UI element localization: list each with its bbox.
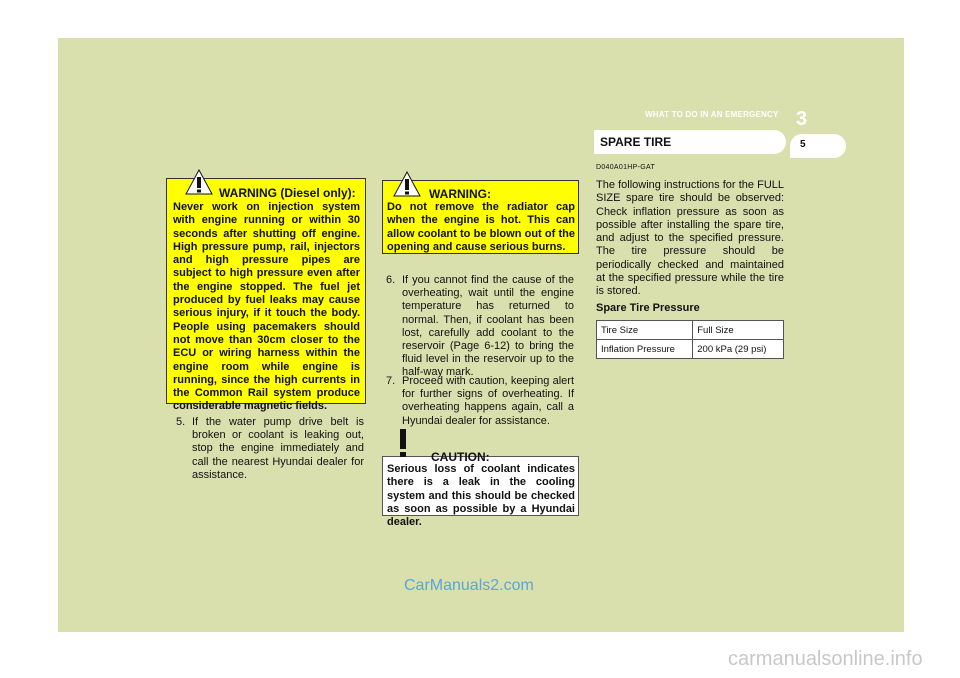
page-title-tab (594, 130, 786, 154)
page-title: SPARE TIRE (600, 135, 672, 149)
step-6-number: 6. (386, 274, 396, 286)
table-cell: Tire Size (597, 321, 693, 340)
table-cell: Full Size (693, 321, 784, 340)
spare-tire-pressure-heading: Spare Tire Pressure (596, 302, 700, 314)
caution-title: CAUTION: (431, 450, 490, 464)
warning-triangle-icon (185, 169, 213, 195)
step-5-text: If the water pump drive belt is broken or coolant is leaking out, stop the engine immediately and call the nearest Hyundai dealer for assistance. (192, 416, 364, 481)
exclamation-icon (393, 427, 413, 459)
spare-tire-instructions: The following instructions for the FULL SIZE spare tire should be observed: Check inflation pressure as soon as possible after installing the spare tire, and adjust to the specified pressure. The tire pressure should be periodically checked and maintained at the specified pressure while the tire is stored. (596, 179, 784, 298)
center-watermark: CarManuals2.com (404, 577, 534, 594)
section-title: WHAT TO DO IN AN EMERGENCY (645, 110, 779, 119)
table-row (597, 340, 784, 359)
caution-text: Serious loss of coolant indicates there is a leak in the cooling system and this should be checked as soon as possible by a Hyundai dealer. (387, 463, 575, 529)
table-cell: Inflation Pressure (597, 340, 693, 359)
diesel-warning-text: Never work on injection system with engine running or within 30 seconds after shutting off engine. High pressure pump, rail, injectors and high pressure pipes are subject to high pressure even after the engine stopped. The fuel jet produced by fuel leaks may cause serious injury, if it touch the body. People using pacemakers should not move than 30cm closer to the ECU or wiring harness within the engine room while engine is running, since the high currents in the Common Rail system produce considerable magnetic fields. (173, 201, 360, 413)
diesel-warning-title: WARNING (Diesel only): (219, 186, 356, 200)
radiator-warning-text: Do not remove the radiator cap when the engine is hot. This can allow coolant to be blown out of the opening and cause serious burns. (387, 201, 575, 253)
step-7 (386, 375, 574, 428)
step-5 (176, 416, 364, 482)
diesel-warning-box (166, 178, 366, 413)
warning-triangle-icon (393, 171, 421, 197)
document-code: D040A01HP-GAT (596, 164, 656, 171)
radiator-warning-box (382, 180, 579, 254)
table-cell: 200 kPa (29 psi) (693, 340, 784, 359)
page-number-tab (790, 134, 846, 158)
page-number: 5 (800, 139, 806, 150)
spare-tire-pressure-table (596, 320, 784, 359)
step-6-text: If you cannot find the cause of the overheating, wait until the engine temperature has returned to normal. Then, if coolant has been lost, carefully add coolant to the reservoir (Page 6-12) to bring the fluid level in the reservoir up to the half-way mark. (402, 274, 574, 379)
radiator-warning-title: WARNING: (429, 187, 491, 201)
chapter-number: 3 (796, 108, 808, 130)
footer-watermark: carmanualsonline.info (728, 648, 923, 670)
table-row (597, 321, 784, 340)
step-7-number: 7. (386, 375, 396, 387)
coolant-caution-box (382, 450, 579, 529)
step-7-text: Proceed with caution, keeping alert for further signs of overheating. If overheating happens again, call a Hyundai dealer for assistance. (402, 375, 574, 427)
step-6 (386, 274, 574, 380)
step-5-number: 5. (176, 416, 186, 428)
